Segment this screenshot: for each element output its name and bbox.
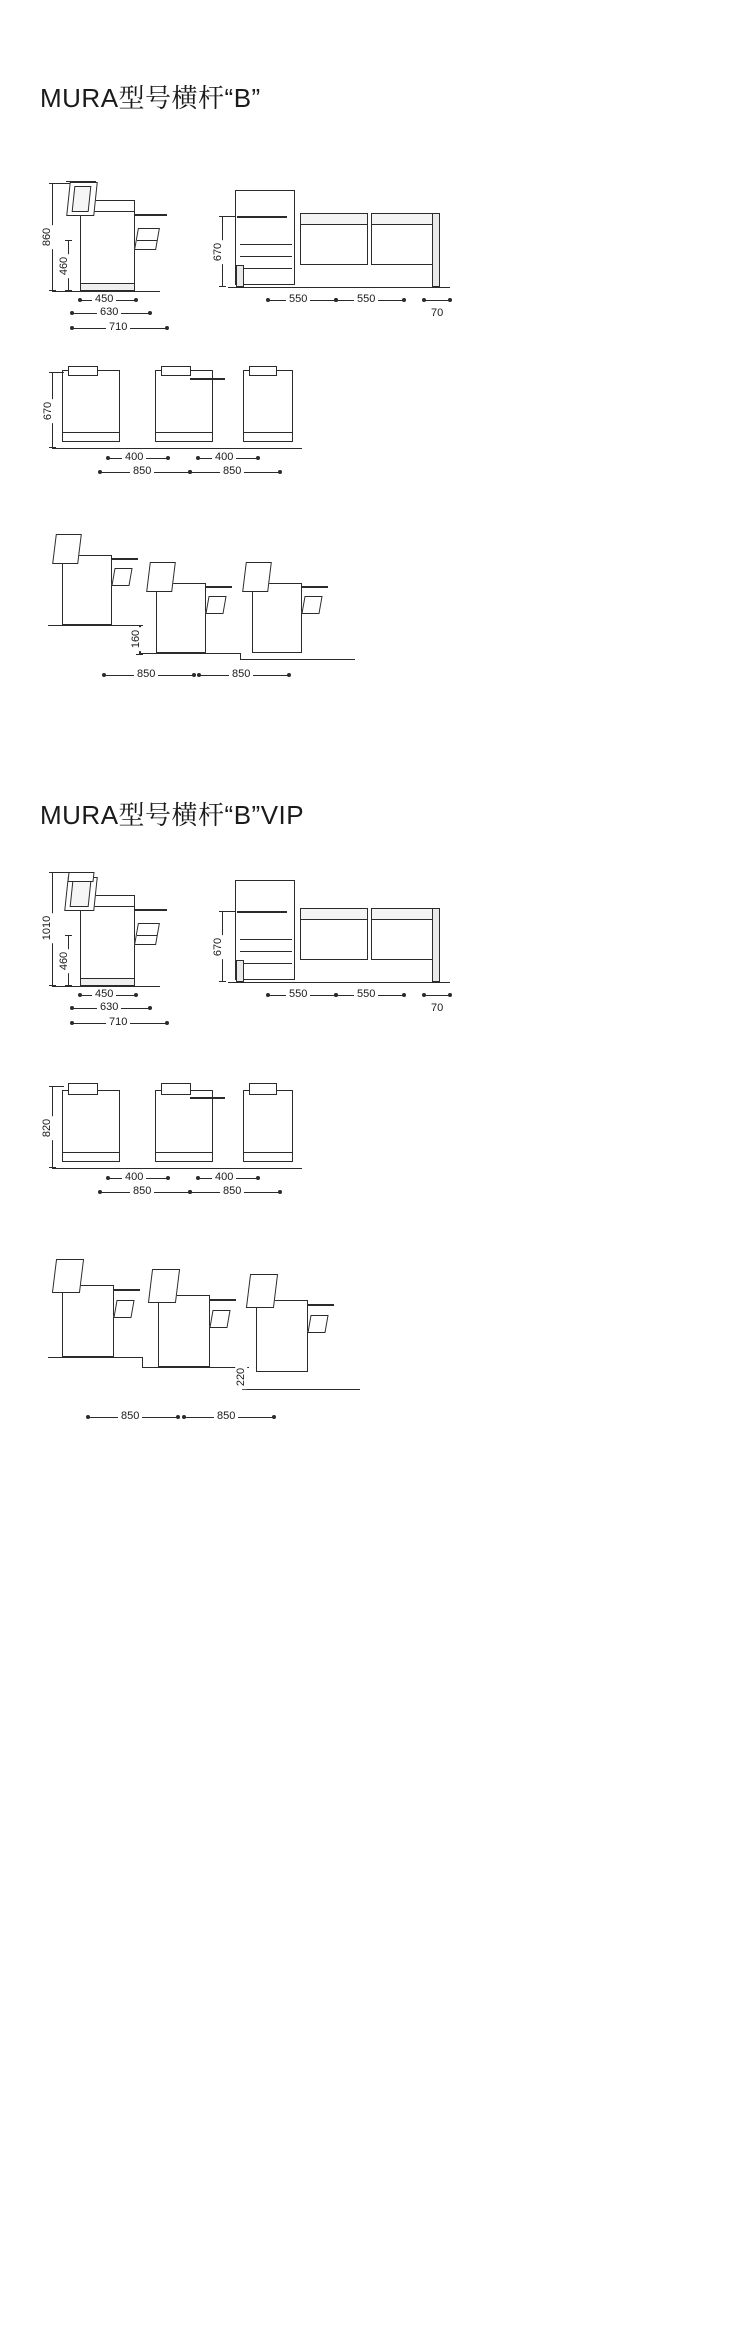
tablet-arm-icon [237, 216, 287, 218]
backrest-outline [246, 1274, 278, 1308]
seat-base-outline [158, 1295, 210, 1367]
dim-label-550-a: 550 [286, 293, 310, 305]
dim-label-850-a-vip: 850 [130, 1185, 154, 1197]
leg-outline [236, 960, 244, 982]
floor-line [62, 986, 160, 987]
dim-label-630-vip: 630 [97, 1001, 121, 1013]
dim-label-550-b-vip: 550 [354, 988, 378, 1000]
rail-line [240, 244, 292, 245]
dim-label-400-a-vip: 400 [122, 1171, 146, 1183]
armrest-paddle-outline [301, 596, 322, 614]
floor-line [62, 291, 160, 292]
backrest-outline [52, 534, 82, 564]
seat-base-outline [156, 583, 206, 653]
dim-label-850-c: 850 [134, 668, 158, 680]
dim-label-400-b: 400 [212, 451, 236, 463]
armrest-paddle-outline [209, 1310, 230, 1328]
tier-floor-line [48, 625, 140, 626]
dim-label-710-vip: 710 [106, 1016, 130, 1028]
backrest-top [161, 1083, 191, 1095]
tier-floor-line [140, 653, 240, 654]
tier-floor-line [142, 1367, 246, 1368]
armrest-paddle-line [137, 240, 157, 241]
backrest-outline [242, 562, 272, 592]
ext-line [52, 1086, 64, 1087]
backrest-outline [146, 562, 176, 592]
seat-base-outline [256, 1300, 308, 1372]
dim-label-860: 860 [41, 225, 53, 249]
seat-base-line [243, 432, 293, 433]
rail-line [240, 951, 292, 952]
ext-line [222, 216, 236, 217]
dim-label-1010: 1010 [41, 913, 53, 943]
backrest-top [161, 366, 191, 376]
dim-label-450: 450 [92, 293, 116, 305]
tablet-arm-icon [308, 1304, 334, 1306]
section-title-mura-b-vip: MURA型号横杆“B”VIP [40, 800, 305, 830]
armrest-paddle-outline [205, 596, 226, 614]
backrest-top [68, 1083, 98, 1095]
tablet-arm-icon [237, 911, 287, 913]
dim-label-710: 710 [106, 321, 130, 333]
armrest-paddle-outline [307, 1315, 328, 1333]
headrest-top-line [66, 181, 96, 182]
dim-label-850-a: 850 [130, 465, 154, 477]
seat-base-line [62, 1152, 120, 1153]
seat-top-band [300, 908, 368, 920]
ext-line [52, 183, 70, 184]
seat-top-band [300, 213, 368, 225]
seat-base-outline [80, 905, 135, 985]
headrest-outline [67, 872, 94, 882]
dim-label-850-d-vip: 850 [214, 1410, 238, 1422]
tablet-arm-icon [190, 378, 225, 380]
dim-label-70: 70 [428, 307, 446, 319]
dim-label-400-b-vip: 400 [212, 1171, 236, 1183]
seat-base-outline [80, 210, 135, 290]
seat-base-line [155, 1152, 213, 1153]
floor-line [52, 1168, 302, 1169]
ext-line [52, 986, 66, 987]
dim-label-550-a-vip: 550 [286, 988, 310, 1000]
tablet-arm-icon [206, 586, 232, 588]
rail-line [240, 939, 292, 940]
backrest-outline [148, 1269, 180, 1303]
dim-label-70-vip: 70 [428, 1002, 446, 1014]
dim-label-850-d: 850 [229, 668, 253, 680]
seat-base-line [155, 432, 213, 433]
rail-line [240, 268, 292, 269]
tier-floor-line [240, 659, 355, 660]
seat-top-band [371, 908, 439, 920]
dim-label-460-vip: 460 [58, 949, 70, 973]
rail-line [240, 256, 292, 257]
dim-label-850-c-vip: 850 [118, 1410, 142, 1422]
end-panel-outline [235, 880, 295, 980]
tier-floor-line [48, 1357, 142, 1358]
floor-line [52, 448, 302, 449]
armrest-paddle-outline [134, 923, 160, 945]
seat-base-outline [62, 555, 112, 625]
tablet-arm-icon [210, 1299, 236, 1301]
tablet-arm-icon [114, 1289, 140, 1291]
tier-riser-line [142, 1357, 143, 1368]
dim-label-670-vip: 670 [212, 935, 224, 959]
tablet-arm-icon [190, 1097, 225, 1099]
seat-base-line [243, 1152, 293, 1153]
armrest-paddle-line [137, 935, 157, 936]
floor-line [228, 287, 450, 288]
tablet-arm-icon [135, 909, 167, 911]
dim-label-670: 670 [212, 240, 224, 264]
seat-base-outline [62, 1285, 114, 1357]
armrest-paddle-outline [134, 228, 160, 250]
end-panel-outline [235, 190, 295, 285]
dim-label-400-a: 400 [122, 451, 146, 463]
dim-label-450-vip: 450 [92, 988, 116, 1000]
ext-line [222, 911, 236, 912]
floor-line [228, 982, 450, 983]
dim-label-460: 460 [58, 254, 70, 278]
dim-label-850-b: 850 [220, 465, 244, 477]
seat-base-line [62, 432, 120, 433]
backrest-top [68, 366, 98, 376]
section-title-mura-b: MURA型号横杆“B” [40, 83, 261, 113]
dim-label-630: 630 [97, 306, 121, 318]
tablet-arm-icon [135, 214, 167, 216]
backrest-top [249, 1083, 277, 1095]
tablet-arm-icon [112, 558, 138, 560]
leg-outline [432, 908, 440, 982]
backrest-outline [52, 1259, 84, 1293]
dim-label-160: 160 [130, 627, 142, 651]
backrest-inner [72, 186, 92, 212]
leg-outline [432, 213, 440, 287]
seat-top-band [371, 213, 439, 225]
tier-riser-line [240, 653, 241, 660]
armrest-paddle-outline [111, 568, 132, 586]
ext-line [52, 372, 64, 373]
backrest-inner [70, 881, 92, 907]
armrest-paddle-outline [113, 1300, 134, 1318]
dim-label-820: 820 [41, 1116, 53, 1140]
seat-base-outline [252, 583, 302, 653]
leg-outline [236, 265, 244, 287]
tier-floor-line [246, 1389, 360, 1390]
backrest-top [249, 366, 277, 376]
dim-label-670-front: 670 [42, 399, 54, 423]
rail-line [240, 963, 292, 964]
ext-line [52, 872, 70, 873]
dim-label-550-b: 550 [354, 293, 378, 305]
plinth-outline [80, 283, 135, 291]
ext-line [52, 291, 66, 292]
dim-label-220: 220 [235, 1365, 247, 1389]
plinth-outline [80, 978, 135, 986]
tablet-arm-icon [302, 586, 328, 588]
dim-label-850-b-vip: 850 [220, 1185, 244, 1197]
